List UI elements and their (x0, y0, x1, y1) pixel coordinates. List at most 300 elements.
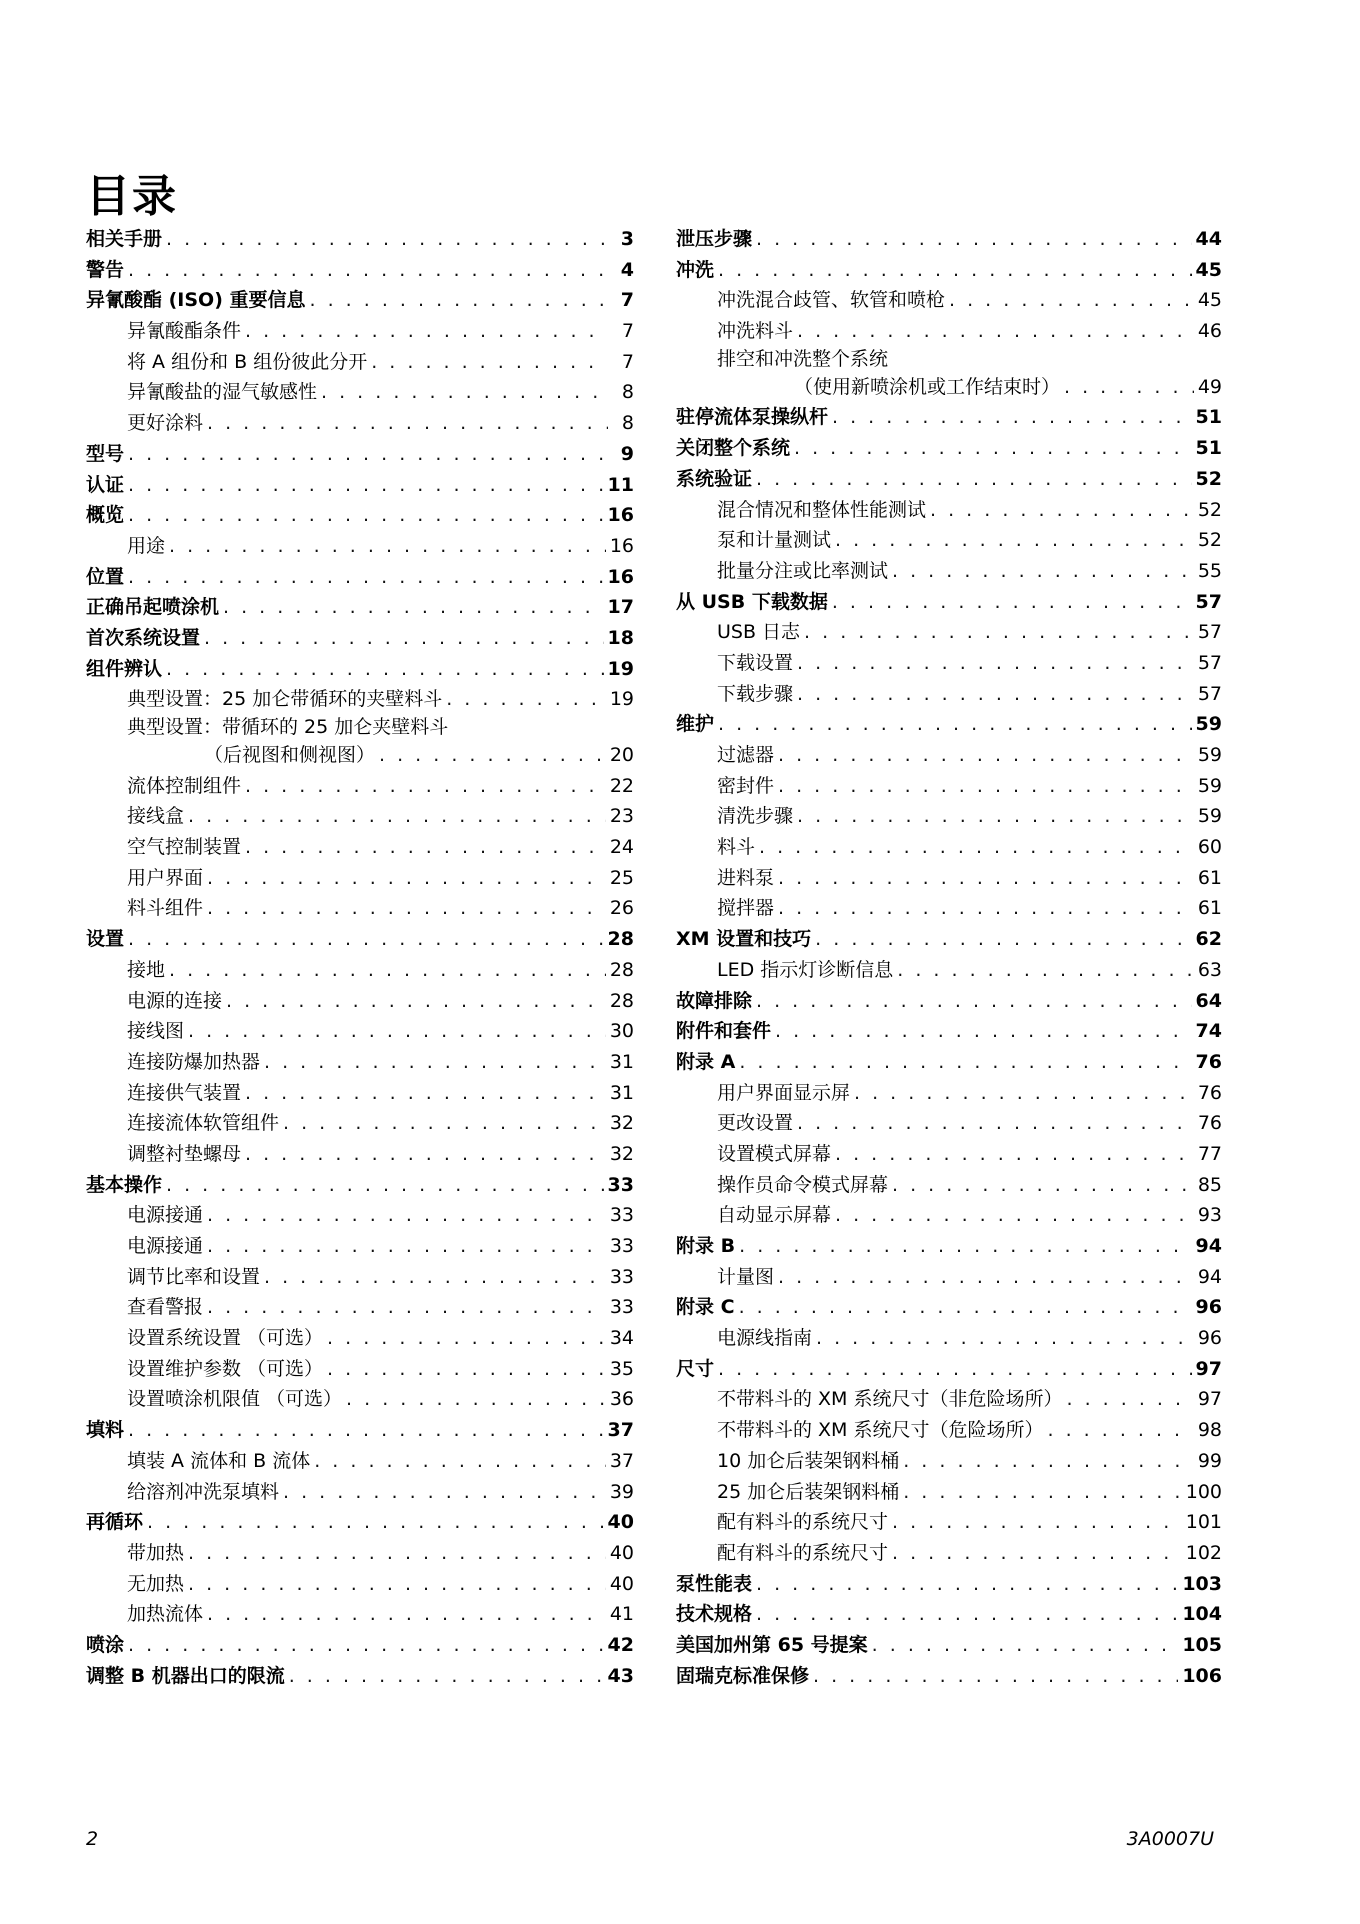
toc-entry[interactable] (86, 893, 634, 924)
toc-entry-title: 正确吊起喷涂机 (86, 596, 220, 619)
toc-dot-leader (897, 955, 1194, 986)
toc-entry-title: 再循环 (86, 1511, 144, 1534)
toc-entry-title: 接线盒 (127, 805, 185, 828)
toc-dot-leader (207, 1292, 606, 1323)
toc-dot-leader (1064, 372, 1194, 403)
toc-entry[interactable] (676, 1661, 1222, 1692)
toc-entry-title: 基本操作 (86, 1173, 163, 1196)
toc-entry[interactable] (86, 592, 634, 623)
toc-entry-title: 异氰酸盐的湿气敏感性 (127, 381, 318, 404)
toc-entry-title: 设置喷涂机限值 （可选） (127, 1388, 343, 1411)
toc-entry-page: 28 (609, 958, 634, 981)
toc-entry-page: 52 (1195, 467, 1222, 490)
toc-entry-page: 4 (620, 258, 634, 281)
toc-entry[interactable] (676, 679, 1222, 710)
toc-entry-page: 37 (607, 1419, 634, 1442)
toc-entry[interactable] (86, 1477, 634, 1508)
toc-entry-title: 系统验证 (676, 467, 753, 490)
toc-entry-title: 驻停流体泵操纵杆 (676, 406, 829, 429)
toc-dot-leader (1048, 1415, 1194, 1446)
toc-dot-leader (832, 587, 1192, 618)
toc-entry-title: 美国加州第 65 号提案 (676, 1633, 868, 1656)
toc-entry[interactable] (676, 801, 1222, 832)
toc-entry[interactable] (676, 955, 1222, 986)
toc-entry-title: 下载设置 (717, 651, 794, 674)
toc-entry-title: 设置维护参数 （可选） (127, 1357, 324, 1380)
toc-entry[interactable] (86, 1292, 634, 1323)
toc-entry-page: 96 (1195, 1296, 1222, 1319)
toc-entry[interactable] (676, 1323, 1222, 1354)
toc-entry[interactable] (676, 1170, 1222, 1201)
toc-entry-page: 20 (609, 744, 634, 766)
toc-entry-page: 97 (1195, 1357, 1222, 1380)
toc-entry-title: 固瑞克标准保修 (676, 1664, 810, 1687)
toc-entry[interactable] (676, 863, 1222, 894)
toc-entry[interactable] (86, 1354, 634, 1385)
toc-dot-leader (756, 1599, 1178, 1630)
toc-dot-leader (778, 893, 1194, 924)
toc-entry-page: 31 (609, 1050, 634, 1073)
toc-entry[interactable] (676, 893, 1222, 924)
toc-entry[interactable] (86, 1569, 634, 1600)
toc-dot-leader (739, 1231, 1191, 1262)
toc-entry-title: 调节比率和设置 (127, 1265, 261, 1288)
toc-entry[interactable] (86, 1108, 634, 1139)
toc-entry-title: XM 设置和技巧 (676, 928, 812, 951)
toc-entry[interactable] (86, 832, 634, 863)
toc-entry-page: 8 (621, 381, 634, 404)
toc-entry[interactable] (676, 1415, 1222, 1446)
toc-entry-page: 22 (609, 774, 634, 797)
toc-entry[interactable] (676, 1477, 1222, 1508)
toc-entry[interactable] (676, 402, 1222, 433)
toc-entry[interactable] (676, 1139, 1222, 1170)
toc-entry-title: 连接供气装置 (127, 1081, 242, 1104)
toc-entry[interactable] (676, 1047, 1222, 1078)
toc-entry[interactable] (676, 1078, 1222, 1109)
toc-entry[interactable] (676, 464, 1222, 495)
toc-dot-leader (226, 986, 606, 1017)
toc-entry[interactable] (86, 1047, 634, 1078)
toc-entry-page: 28 (609, 989, 634, 1012)
toc-entry-title: 冲洗 (676, 258, 715, 281)
toc-entry-page: 55 (1197, 559, 1222, 582)
toc-entry[interactable] (86, 1446, 634, 1477)
toc-entry-page: 45 (1195, 258, 1222, 281)
toc-entry[interactable] (676, 285, 1222, 316)
toc-dot-leader (892, 1170, 1194, 1201)
toc-entry-page: 51 (1195, 406, 1222, 429)
toc-dot-leader (128, 470, 604, 501)
toc-entry-page: 85 (1197, 1173, 1222, 1196)
toc-dot-leader (188, 1016, 606, 1047)
toc-entry-page: 57 (1195, 590, 1222, 613)
toc-entry[interactable] (86, 316, 634, 347)
toc-entry-page: 77 (1197, 1142, 1222, 1165)
toc-dot-leader (207, 1231, 606, 1262)
toc-entry[interactable] (86, 623, 634, 654)
toc-dot-leader (371, 347, 608, 378)
toc-dot-leader (815, 924, 1191, 955)
toc-dot-leader (756, 464, 1192, 495)
toc-entry-title: 冲洗料斗 (717, 320, 794, 343)
toc-entry[interactable] (86, 924, 634, 955)
toc-entry-title: 警告 (86, 258, 125, 281)
toc-entry[interactable] (86, 1139, 634, 1170)
toc-entry[interactable] (676, 1200, 1222, 1231)
toc-entry-title: 附录 A (676, 1050, 736, 1073)
toc-entry-page: 40 (607, 1511, 634, 1534)
toc-entry-page: 46 (1197, 320, 1222, 343)
toc-entry-title: 进料泵 (717, 866, 775, 889)
toc-dot-leader (207, 408, 608, 439)
toc-dot-leader (128, 562, 604, 593)
toc-entry[interactable] (86, 1200, 634, 1231)
toc-entry-page: 105 (1182, 1633, 1222, 1656)
toc-entry-page: 59 (1197, 805, 1222, 828)
toc-entry-page: 94 (1195, 1235, 1222, 1257)
toc-entry-page: 33 (609, 1265, 634, 1288)
toc-entry[interactable] (86, 986, 634, 1017)
toc-dot-leader (207, 1200, 606, 1231)
toc-entry-page: 18 (607, 626, 634, 649)
toc-entry-page: 33 (609, 1235, 634, 1257)
toc-entry-title: 典型设置：带循环的 25 加仑夹壁料斗 (127, 716, 449, 738)
toc-entry-title: 电源接通 (127, 1235, 204, 1257)
toc-dot-leader (245, 832, 606, 863)
toc-dot-leader (778, 863, 1194, 894)
toc-entry[interactable] (676, 255, 1222, 286)
toc-dot-leader (379, 740, 606, 771)
toc-entry-title: 概览 (86, 504, 125, 527)
toc-dot-leader (327, 1354, 606, 1385)
toc-entry-page: 16 (607, 565, 634, 588)
toc-entry[interactable] (86, 771, 634, 802)
toc-entry[interactable] (86, 1231, 634, 1262)
toc-entry-page: 37 (609, 1449, 634, 1472)
toc-entry[interactable] (86, 1599, 634, 1630)
toc-dot-leader (169, 531, 606, 562)
toc-dot-leader (835, 525, 1194, 556)
toc-entry-page: 32 (609, 1142, 634, 1165)
toc-dot-leader (264, 1047, 606, 1078)
toc-entry-title: 查看警报 (127, 1296, 204, 1319)
toc-dot-leader (718, 1354, 1192, 1385)
toc-dot-leader (166, 654, 604, 685)
toc-entry[interactable] (676, 1507, 1222, 1538)
toc-entry-title: 喷涂 (86, 1633, 125, 1656)
toc-dot-leader (327, 1323, 606, 1354)
toc-dot-leader (756, 224, 1192, 255)
toc-entry[interactable] (86, 408, 634, 439)
toc-entry-page: 62 (1195, 928, 1222, 951)
toc-entry-page: 40 (609, 1572, 634, 1595)
toc-entry-title: 带加热 (127, 1541, 185, 1564)
toc-entry-title: 排空和冲洗整个系统 (717, 347, 889, 370)
toc-dot-leader (147, 1507, 604, 1538)
toc-entry[interactable] (676, 372, 1222, 403)
toc-entry[interactable] (86, 1661, 634, 1692)
toc-entry[interactable] (86, 1415, 634, 1446)
toc-entry-page: 76 (1197, 1112, 1222, 1135)
toc-entry[interactable] (86, 801, 634, 832)
toc-dot-leader (813, 1661, 1178, 1692)
toc-entry[interactable] (676, 556, 1222, 587)
toc-dot-leader (207, 893, 606, 924)
toc-dot-leader (804, 617, 1194, 648)
toc-dot-leader (835, 1139, 1194, 1170)
toc-entry-title: 组件辨认 (86, 657, 163, 680)
toc-entry[interactable] (676, 1384, 1222, 1415)
toc-entry[interactable] (676, 1569, 1222, 1600)
toc-entry-page: 16 (607, 504, 634, 527)
toc-entry-page: 24 (609, 836, 634, 859)
toc-entry-title: 下载步骤 (717, 682, 794, 705)
toc-entry-title: 清洗步骤 (717, 805, 794, 828)
toc-entry[interactable] (86, 1262, 634, 1293)
toc-dot-leader (778, 740, 1194, 771)
toc-entry-title: 调整衬垫螺母 (127, 1142, 242, 1165)
toc-entry-page: 97 (1197, 1388, 1222, 1411)
toc-entry-page: 43 (607, 1664, 634, 1687)
toc-entry-title: 泵性能表 (676, 1572, 753, 1595)
toc-entry-page: 61 (1197, 897, 1222, 920)
toc-dot-leader (128, 255, 608, 286)
toc-entry-page: 7 (621, 320, 634, 343)
toc-dot-leader (797, 679, 1194, 710)
toc-dot-leader (223, 592, 604, 623)
toc-dot-leader (892, 1538, 1182, 1569)
toc-entry-title: 10 加仑后装架钢料桶 (717, 1449, 900, 1472)
toc-entry[interactable] (86, 1170, 634, 1201)
toc-entry[interactable] (676, 648, 1222, 679)
toc-entry[interactable] (86, 715, 634, 740)
toc-entry[interactable] (86, 285, 634, 316)
toc-entry[interactable] (86, 1078, 634, 1109)
toc-entry-page: 74 (1195, 1020, 1222, 1043)
toc-entry[interactable] (86, 955, 634, 986)
toc-entry-page: 104 (1182, 1603, 1222, 1626)
toc-entry[interactable] (676, 617, 1222, 648)
toc-entry-page: 49 (1197, 375, 1222, 398)
toc-entry-title: 配有料斗的系统尺寸 (717, 1541, 889, 1564)
toc-entry-title: 电源接通 (127, 1204, 204, 1227)
toc-entry-page: 60 (1197, 836, 1222, 859)
toc-dot-leader (128, 1415, 604, 1446)
toc-column-left (86, 224, 634, 1691)
toc-entry-page: 33 (607, 1173, 634, 1196)
toc-entry-title: 操作员命令模式屏幕 (717, 1173, 889, 1196)
toc-entry[interactable] (676, 495, 1222, 526)
toc-entry[interactable] (86, 255, 634, 286)
toc-entry-page: 63 (1197, 958, 1222, 981)
toc-entry-page: 16 (609, 534, 634, 557)
toc-entry[interactable] (676, 433, 1222, 464)
toc-entry-title: 填料 (86, 1419, 125, 1442)
toc-entry[interactable] (86, 470, 634, 501)
toc-entry[interactable] (86, 1016, 634, 1047)
toc-entry-page: 64 (1195, 989, 1222, 1012)
toc-entry-page: 23 (609, 805, 634, 828)
toc-entry[interactable] (676, 740, 1222, 771)
toc-entry-page: 11 (607, 473, 634, 496)
toc-entry[interactable] (676, 1538, 1222, 1569)
toc-dot-leader (816, 1323, 1194, 1354)
toc-entry[interactable] (676, 1354, 1222, 1385)
toc-entry-title: 更好涂料 (127, 412, 204, 435)
toc-entry[interactable] (86, 1538, 634, 1569)
toc-entry-title: 接地 (127, 958, 166, 981)
toc-entry[interactable] (676, 924, 1222, 955)
toc-entry-title: 异氰酸酯条件 (127, 320, 242, 343)
toc-entry-title: 批量分注或比率测试 (717, 559, 889, 582)
toc-entry[interactable] (86, 863, 634, 894)
toc-dot-leader (245, 1139, 606, 1170)
toc-entry-page: 19 (607, 657, 634, 680)
toc-entry[interactable] (86, 654, 634, 685)
toc-dot-leader (718, 255, 1192, 286)
toc-entry[interactable] (86, 224, 634, 255)
toc-column-right (676, 224, 1222, 1691)
toc-entry[interactable] (86, 1323, 634, 1354)
toc-entry-title: 配有料斗的系统尺寸 (717, 1511, 889, 1534)
toc-entry-title: LED 指示灯诊断信息 (717, 958, 894, 981)
toc-entry-page: 57 (1197, 651, 1222, 674)
toc-entry[interactable] (676, 587, 1222, 618)
toc-dot-leader (245, 771, 606, 802)
toc-entry[interactable] (86, 439, 634, 470)
toc-entry[interactable] (676, 1016, 1222, 1047)
toc-entry[interactable] (86, 531, 634, 562)
toc-dot-leader (283, 1477, 606, 1508)
toc-dot-leader (903, 1477, 1182, 1508)
toc-entry[interactable] (676, 1292, 1222, 1323)
toc-entry[interactable] (86, 500, 634, 531)
toc-dot-leader (314, 1446, 606, 1477)
toc-dot-leader (739, 1292, 1192, 1323)
toc-entry[interactable] (676, 832, 1222, 863)
toc-entry-title: 泵和计量测试 (717, 529, 832, 552)
toc-entry-title: 附录 B (676, 1235, 736, 1257)
toc-entry-title: 自动显示屏幕 (717, 1204, 832, 1227)
toc-entry[interactable] (676, 224, 1222, 255)
toc-entry[interactable] (676, 709, 1222, 740)
toc-entry-page: 41 (609, 1603, 634, 1626)
toc-entry-title: 混合情况和整体性能测试 (717, 498, 927, 521)
toc-entry[interactable] (676, 347, 1222, 372)
toc-entry-page: 9 (620, 442, 634, 465)
toc-entry[interactable] (676, 525, 1222, 556)
toc-entry-title: 设置模式屏幕 (717, 1142, 832, 1165)
toc-entry[interactable] (676, 771, 1222, 802)
page-title: 目录 (86, 171, 178, 222)
toc-entry-page: 8 (621, 412, 634, 435)
toc-entry[interactable] (676, 316, 1222, 347)
toc-entry-page: 102 (1185, 1541, 1222, 1564)
toc-entry-title: 连接流体软管组件 (127, 1112, 280, 1135)
toc-entry[interactable] (86, 1384, 634, 1415)
toc-entry-page: 17 (607, 596, 634, 619)
toc-entry[interactable] (676, 986, 1222, 1017)
toc-entry-title: 调整 B 机器出口的限流 (86, 1664, 285, 1687)
toc-entry-title: 附件和套件 (676, 1020, 772, 1043)
toc-dot-leader (718, 709, 1192, 740)
toc-dot-leader (245, 1078, 606, 1109)
toc-entry-title: 加热流体 (127, 1603, 204, 1626)
toc-dot-leader (756, 1569, 1178, 1600)
toc-entry-title: 用户界面 (127, 866, 204, 889)
toc-entry[interactable] (676, 1446, 1222, 1477)
toc-dot-leader (797, 648, 1194, 679)
toc-entry-title: 关闭整个系统 (676, 437, 791, 460)
toc-entry-page: 32 (609, 1112, 634, 1135)
toc-entry[interactable] (676, 1262, 1222, 1293)
toc-entry-title: 从 USB 下载数据 (676, 590, 828, 613)
toc-entry-title: 泄压步骤 (676, 228, 753, 250)
toc-entry-page: 100 (1185, 1480, 1222, 1503)
toc-entry[interactable] (86, 740, 634, 771)
toc-entry-title: 用途 (127, 534, 166, 557)
toc-entry-page: 76 (1197, 1081, 1222, 1104)
toc-dot-leader (289, 1661, 604, 1692)
toc-entry-page: 19 (609, 688, 634, 711)
toc-entry-title: 料斗 (717, 836, 756, 859)
toc-entry[interactable] (676, 1630, 1222, 1661)
toc-dot-leader (775, 1016, 1192, 1047)
toc-entry-title: 料斗组件 (127, 897, 204, 920)
toc-entry[interactable] (86, 562, 634, 593)
toc-entry-title: 典型设置：25 加仑带循环的夹壁料斗 (127, 688, 443, 711)
toc-dot-leader (264, 1262, 606, 1293)
toc-entry-page: 106 (1182, 1664, 1222, 1687)
toc-entry[interactable] (86, 347, 634, 378)
toc-dot-leader (739, 1047, 1191, 1078)
toc-entry[interactable] (86, 1630, 634, 1661)
toc-entry-title: 首次系统设置 (86, 626, 201, 649)
toc-entry[interactable] (676, 1231, 1222, 1262)
toc-dot-leader (797, 316, 1194, 347)
toc-entry[interactable] (86, 377, 634, 408)
toc-entry-page: 59 (1195, 713, 1222, 736)
toc-entry[interactable] (676, 1599, 1222, 1630)
toc-entry[interactable] (86, 684, 634, 715)
toc-dot-leader (128, 439, 608, 470)
footer-page-number: 2 (86, 1828, 99, 1850)
toc-entry[interactable] (86, 1507, 634, 1538)
toc-entry-title: 设置系统设置 （可选） (127, 1327, 324, 1350)
toc-entry-page: 52 (1197, 498, 1222, 521)
toc-entry-page: 7 (621, 350, 634, 373)
toc-dot-leader (797, 801, 1194, 832)
toc-dot-leader (166, 224, 608, 255)
toc-entry-title: 用户界面显示屏 (717, 1081, 851, 1104)
toc-dot-leader (446, 684, 606, 715)
toc-dot-leader (892, 556, 1194, 587)
toc-entry-page: 76 (1195, 1050, 1222, 1073)
toc-entry-page: 34 (609, 1327, 634, 1350)
toc-entry-title: 位置 (86, 565, 125, 588)
toc-entry-title: 异氰酸酯 (ISO) 重要信息 (86, 289, 306, 312)
toc-entry-title: 冲洗混合歧管、软管和喷枪 (717, 289, 946, 312)
toc-entry-page: 33 (609, 1204, 634, 1227)
toc-entry[interactable] (676, 1108, 1222, 1139)
toc-dot-leader (204, 623, 604, 654)
toc-entry-page: 93 (1197, 1204, 1222, 1227)
toc-entry-title: 相关手册 (86, 228, 163, 250)
toc-dot-leader (903, 1446, 1194, 1477)
toc-dot-leader (283, 1108, 606, 1139)
toc-dot-leader (166, 1170, 604, 1201)
